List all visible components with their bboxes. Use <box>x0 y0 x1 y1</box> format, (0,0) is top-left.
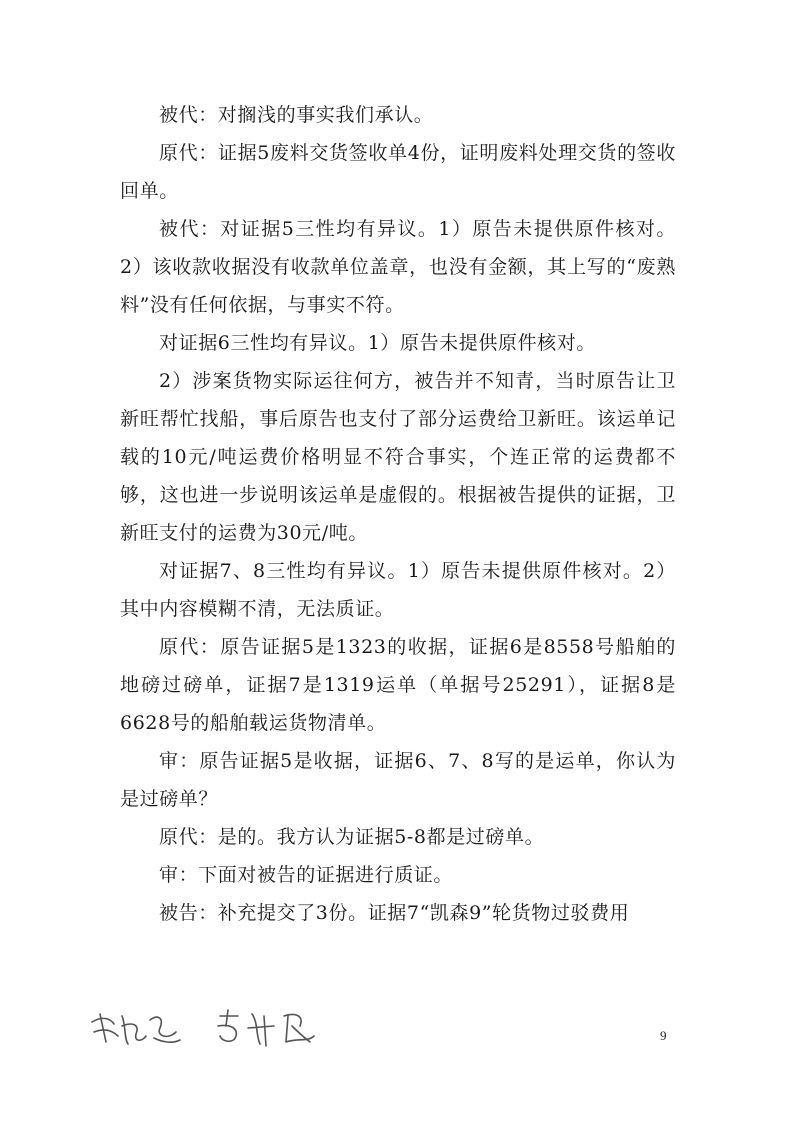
paragraph-10: 审：下面对被告的证据进行质证。 <box>159 864 454 886</box>
paragraph-9: 原代：是的。我方认为证据5-8都是过磅单。 <box>159 826 545 848</box>
paragraph-1: 被代：对搁浅的事实我们承认。 <box>159 104 434 126</box>
paragraph-4: 对证据6三性均有异议。1）原告未提供原件核对。 <box>159 332 596 354</box>
paragraph-8: 审：原告证据5是收据，证据6、7、8写的是运单，你认为是过磅单？ <box>120 750 676 810</box>
paragraph-5: 2）涉案货物实际运往何方，被告并不知青，当时原告让卫新旺帮忙找船，事后原告也支付了部分运费给卫新旺。该运单记载的10元/吨运费价格明显不符合事实，个连正常的运费都不够，这也进一步说明该运单是虚假的。根据被告提供的证据，卫新旺支付的运费为30元/吨。 <box>120 370 676 544</box>
paragraph-11: 被告：补充提交了3份。证据7“凯森9”轮货物过驳费用 <box>159 902 630 924</box>
signature-image <box>88 1002 348 1052</box>
paragraph-2: 原代：证据5废料交货签收单4份，证明废料处理交货的签收回单。 <box>120 142 676 202</box>
handwritten-signatures <box>88 1002 348 1052</box>
transcript-body <box>120 96 676 932</box>
paragraph-3: 被代：对证据5三性均有异议。1）原告未提供原件核对。2）该收款收据没有收款单位盖章，也没有金额，其上写的“废熟料”没有任何依据，与事实不符。 <box>120 218 676 316</box>
paragraph-7: 原代：原告证据5是1323的收据，证据6是8558号船舶的地磅过磅单，证据7是1319运单（单据号25291），证据8是6628号的船舶载运货物清单。 <box>120 636 676 734</box>
page-number: 9 <box>660 1028 667 1043</box>
paragraph-6: 对证据7、8三性均有异议。1）原告未提供原件核对。2）其中内容模糊不清，无法质证。 <box>120 560 676 620</box>
